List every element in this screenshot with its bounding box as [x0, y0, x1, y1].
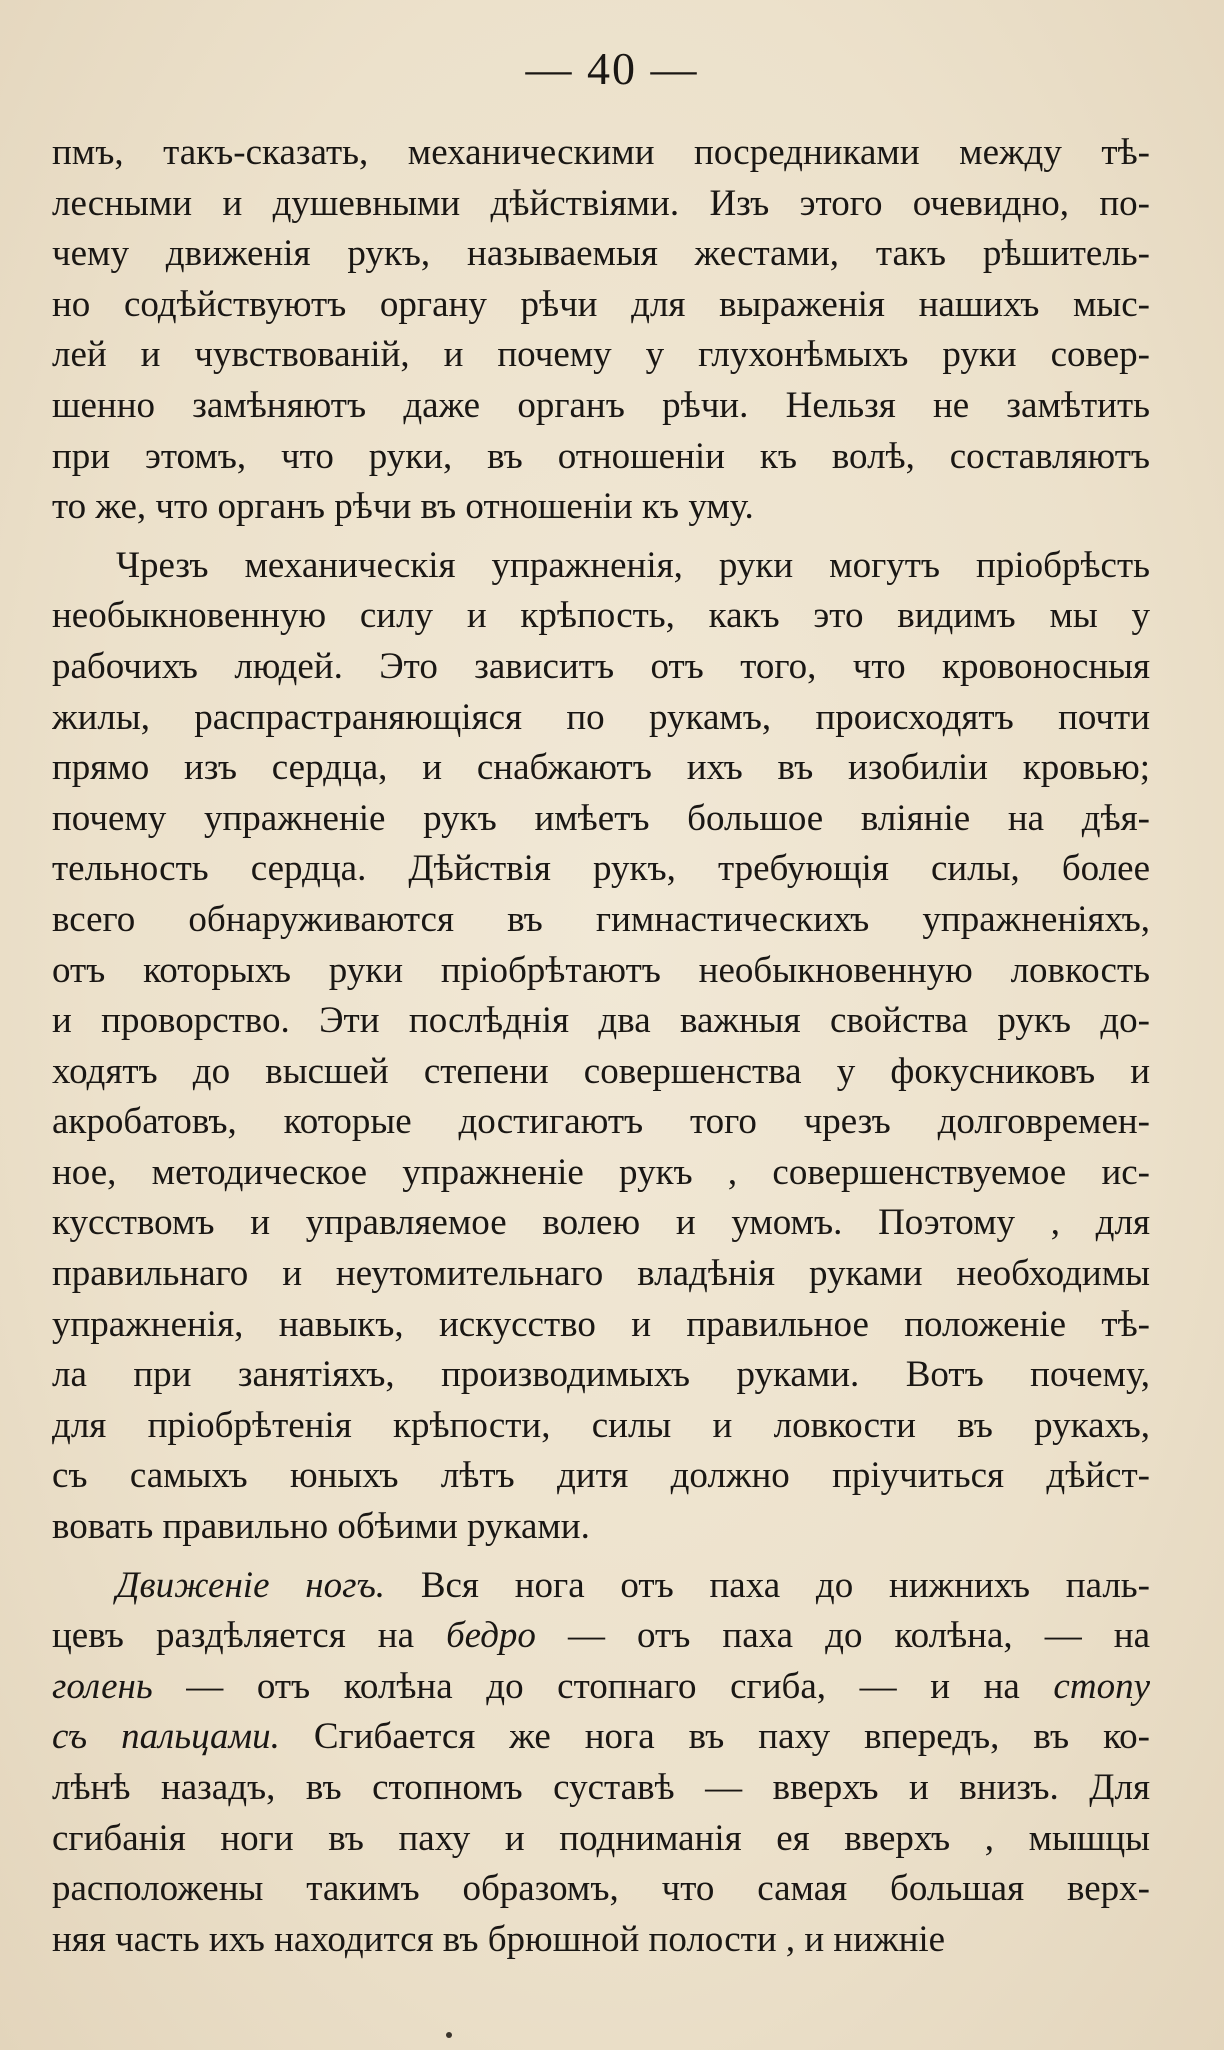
text-line	[52, 482, 1150, 533]
text-segment: — отъ колѣна до стопнаго сгиба, — и на	[152, 1665, 1054, 1707]
text-segment: Вся нога отъ паха до нижнихъ паль-	[385, 1564, 1150, 1606]
text-segment: шенно замѣняютъ даже органъ рѣчи. Нельзя не замѣтить	[52, 384, 1150, 426]
text-segment: съ самыхъ юныхъ лѣтъ дитя должно пріучиться дѣйст-	[52, 1455, 1150, 1497]
text-line	[52, 1198, 1150, 1249]
text-segment: тельность сердца. Дѣйствія рукъ, требующія силы, более	[52, 848, 1150, 890]
text-line	[52, 743, 1150, 794]
text-segment: цевъ раздѣляется на	[52, 1615, 447, 1657]
text-segment: ное, методическое упражненіе рукъ , совершенствуемое ис-	[52, 1151, 1150, 1193]
text-segment: няя часть ихъ находится въ брюшной полости , и нижніе	[52, 1918, 946, 1960]
text-segment: при этомъ, что руки, въ отношеніи къ волѣ, составляютъ	[52, 435, 1150, 477]
text-segment: лесными и душевными дѣйствіями. Изъ этого очевидно, по-	[52, 182, 1150, 224]
text-line	[52, 179, 1150, 230]
italic-term: бедро	[446, 1615, 536, 1657]
text-segment: прямо изъ сердца, и снабжаютъ ихъ въ изобиліи кровью;	[52, 747, 1150, 789]
text-line	[52, 996, 1150, 1047]
text-line	[52, 1097, 1150, 1148]
text-segment: чему движенія рукъ, называемыя жестами, такъ рѣшитель-	[52, 233, 1150, 275]
page-number: — 40 —	[525, 43, 699, 94]
text-segment: кусствомъ и управляемое волею и умомъ. Поэтому , для	[52, 1202, 1150, 1244]
italic-term: голень	[52, 1665, 153, 1707]
text-line	[52, 1451, 1150, 1502]
text-segment: всего обнаруживаются въ гимнастическихъ упражненіяхъ,	[52, 898, 1150, 940]
text-segment: и проворство. Эти послѣднія два важныя свойства рукъ до-	[52, 1000, 1150, 1042]
text-segment: рабочихъ людей. Это зависитъ отъ того, что кровоносныя	[52, 645, 1150, 687]
text-line	[52, 1249, 1150, 1300]
text-segment: вовать правильно обѣими руками.	[52, 1506, 590, 1548]
text-segment: ходятъ до высшей степени совершенства у фокусниковъ и	[52, 1050, 1150, 1092]
text-segment: — отъ паха до колѣна, — на	[535, 1615, 1150, 1657]
text-line	[52, 1814, 1150, 1865]
text-segment: акробатовъ, которые достигаютъ того чрезъ долговремен-	[52, 1101, 1150, 1143]
italic-term: стопу	[1053, 1665, 1150, 1707]
text-line	[52, 1047, 1150, 1098]
text-line	[52, 1712, 1150, 1763]
text-line	[52, 794, 1150, 845]
text-segment: Сгибается же нога въ паху впередъ, въ ко-	[279, 1716, 1150, 1758]
text-line	[52, 1350, 1150, 1401]
text-line	[52, 693, 1150, 744]
text-line	[52, 128, 1150, 179]
italic-term: Движеніе ногъ.	[116, 1564, 386, 1606]
text-line	[52, 1300, 1150, 1351]
text-line	[52, 642, 1150, 693]
text-segment: необыкновенную силу и крѣпость, какъ это видимъ мы у	[52, 595, 1150, 637]
text-line	[52, 1148, 1150, 1199]
text-line	[52, 1611, 1150, 1662]
text-segment: но содѣйствуютъ органу рѣчи для выраженія нашихъ мыс-	[52, 283, 1150, 325]
text-segment: отъ которыхъ руки пріобрѣтаютъ необыкновенную ловкость	[52, 949, 1150, 991]
text-segment: почему упражненіе рукъ имѣетъ большое вліяніе на дѣя-	[52, 797, 1150, 839]
text-segment: Чрезъ механическія упражненія, руки могутъ пріобрѣсть	[116, 544, 1150, 586]
text-segment: сгибанія ноги въ паху и подниманія ея вверхъ , мышцы	[52, 1817, 1150, 1859]
text-segment: лѣнѣ назадъ, въ стопномъ суставѣ — вверхъ и внизъ. Для	[52, 1767, 1150, 1808]
text-line	[52, 541, 1150, 592]
text-line	[52, 946, 1150, 997]
text-line	[52, 1915, 1150, 1966]
text-line	[52, 895, 1150, 946]
text-segment: лей и чувствованій, и почему у глухонѣмыхъ руки совер-	[52, 334, 1150, 376]
text-line	[52, 1502, 1150, 1553]
text-segment: правильнаго и неутомительнаго владѣнія руками необходимы	[52, 1253, 1150, 1295]
text-line	[52, 591, 1150, 642]
text-segment: жилы, распрастраняющіяся по рукамъ, происходятъ почти	[52, 696, 1150, 738]
text-line	[52, 1401, 1150, 1452]
text-segment: то же, что органъ рѣчи въ отношеніи къ уму.	[52, 486, 754, 528]
text-segment: для пріобрѣтенія крѣпости, силы и ловкости въ рукахъ,	[52, 1404, 1150, 1446]
text-line	[52, 1763, 1150, 1814]
text-line	[52, 229, 1150, 280]
text-line	[52, 1864, 1150, 1915]
text-segment: ла при занятіяхъ, производимыхъ руками. Вотъ почему,	[52, 1354, 1150, 1396]
body-text	[52, 128, 1150, 1965]
text-line	[52, 432, 1150, 483]
ink-speck	[446, 2032, 452, 2038]
text-segment: пмъ, такъ-сказать, механическими посредниками между тѣ-	[52, 132, 1150, 173]
text-segment: расположены такимъ образомъ, что самая большая верх-	[52, 1868, 1150, 1910]
text-line	[52, 280, 1150, 331]
italic-term: съ пальцами.	[52, 1716, 280, 1758]
text-segment: упражненія, навыкъ, искусство и правильное положеніе тѣ-	[52, 1303, 1150, 1345]
text-line	[52, 330, 1150, 381]
text-line	[52, 844, 1150, 895]
text-line	[52, 381, 1150, 432]
text-line	[52, 1662, 1150, 1713]
text-line	[52, 1561, 1150, 1612]
